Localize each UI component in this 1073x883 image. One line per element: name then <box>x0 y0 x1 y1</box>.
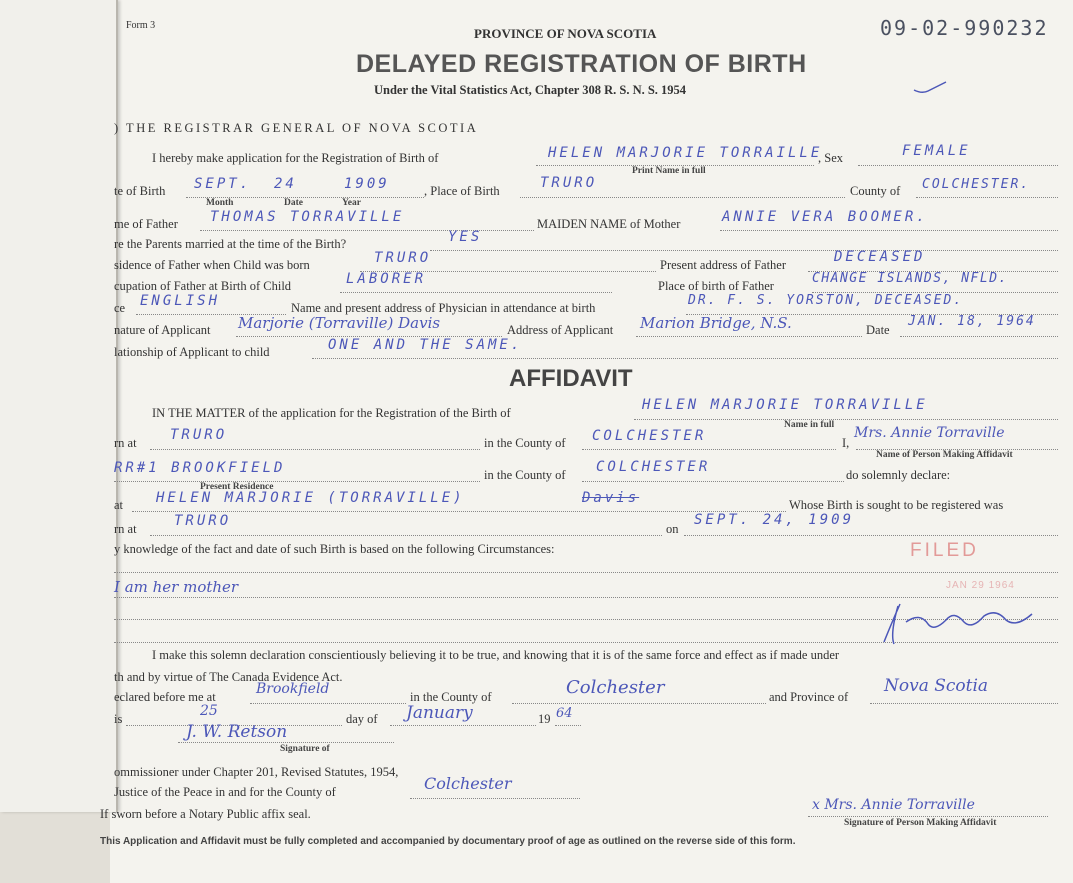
field-underline <box>390 725 536 726</box>
that-name-field: HELEN MARJORIE (TORRAVILLE) <box>156 490 465 506</box>
this-label: is <box>114 712 123 726</box>
circumstances-field: I am her mother <box>114 578 239 596</box>
in-county-label-2: in the County of <box>484 468 566 482</box>
field-underline <box>684 535 1058 536</box>
date-caption: Date <box>284 198 303 208</box>
field-underline <box>582 449 836 450</box>
race-field: ENGLISH <box>140 293 221 309</box>
declared-place-field: Brookfield <box>256 681 330 697</box>
on-date-field: SEPT. 24, 1909 <box>694 512 855 528</box>
deponent-signature: x Mrs. Annie Torraville <box>812 797 975 813</box>
deponent-caption: Name of Person Making Affidavit <box>876 450 1013 460</box>
dob-day-field: 24 <box>274 176 297 192</box>
struck-surname: Davis <box>582 490 640 506</box>
province-field: Nova Scotia <box>884 676 989 696</box>
that-label: at <box>114 498 124 512</box>
declaration-line-1: I make this solemn declaration conscientiously believing it to be true, and knowing that it is of the same force and effect as if made under <box>152 648 840 662</box>
race-label: ce <box>114 301 126 315</box>
justice-label: Justice of the Peace in and for the County of <box>114 785 336 799</box>
child-name-field: HELEN MARJORIE TORRAILLE <box>548 145 823 161</box>
father-birthplace-field: CHANGE ISLANDS, NFLD. <box>812 271 1008 286</box>
registration-number: 09-02-990232 <box>880 16 1049 40</box>
physician-field: DR. F. S. YORSTON, DECEASED. <box>688 293 964 308</box>
field-underline <box>555 725 581 726</box>
date-label: Date <box>866 323 890 337</box>
filed-stamp-date: JAN 29 1964 <box>946 580 1015 591</box>
married-field: YES <box>448 229 483 245</box>
field-underline <box>858 165 1058 166</box>
field-underline <box>312 358 1058 359</box>
addressee: ) THE REGISTRAR GENERAL OF NOVA SCOTIA <box>114 121 479 135</box>
field-underline <box>900 336 1058 337</box>
field-underline <box>114 572 1058 573</box>
mother-label: MAIDEN NAME of Mother <box>537 217 681 231</box>
on-label: on <box>666 522 679 536</box>
field-underline <box>150 449 480 450</box>
year-caption: Year <box>342 198 361 208</box>
married-label: re the Parents married at the time of the Birth? <box>114 237 347 251</box>
present-address-field: DECEASED <box>834 249 926 265</box>
notary-line: If sworn before a Notary Public affix seal. <box>100 807 311 821</box>
dob-label: te of Birth <box>114 184 166 198</box>
field-underline <box>870 703 1058 704</box>
born-at-field: TRURO <box>170 427 228 443</box>
residence-field: TRURO <box>374 250 432 266</box>
deponent-signature-caption: Signature of Person Making Affidavit <box>844 818 997 828</box>
county-field: COLCHESTER. <box>922 177 1031 192</box>
born-at-field-2: TRURO <box>174 513 232 529</box>
present-address-label: Present address of Father <box>660 258 787 272</box>
place-field: TRURO <box>540 175 598 191</box>
field-underline <box>250 703 406 704</box>
in-county-label: in the County of <box>484 436 566 450</box>
form-label: Form 3 <box>126 20 156 31</box>
filed-stamp: FILED <box>910 540 979 561</box>
commissioner-signature: J. W. Retson <box>186 722 288 742</box>
form-title: DELAYED REGISTRATION OF BIRTH <box>356 50 807 78</box>
present-residence-caption: Present Residence <box>200 482 274 492</box>
justice-county-field: Colchester <box>424 774 512 793</box>
occupation-label: cupation of Father at Birth of Child <box>114 279 292 293</box>
relationship-label: lationship of Applicant to child <box>114 345 270 359</box>
mother-name-field: ANNIE VERA BOOMER. <box>722 209 928 225</box>
field-underline <box>636 336 862 337</box>
field-underline <box>410 798 580 799</box>
day-field: 25 <box>200 703 218 719</box>
declare-label: do solemnly declare: <box>846 468 951 482</box>
field-underline <box>178 742 394 743</box>
field-underline <box>582 481 844 482</box>
occupation-field: LABORER <box>346 271 427 287</box>
applicant-address-label: Address of Applicant <box>507 323 614 337</box>
whose-birth-label: Whose Birth is sought to be registered was <box>789 498 1004 512</box>
applicant-signature: Marjorie (Torraville) Davis <box>238 314 441 332</box>
i-label: I, <box>842 436 850 450</box>
child-name-caption: Print Name in full <box>632 166 706 176</box>
county-field-3: Colchester <box>566 677 665 698</box>
month-field: January <box>406 703 473 723</box>
field-underline <box>150 535 662 536</box>
field-underline <box>132 511 786 512</box>
year-field: 64 <box>556 706 573 721</box>
field-underline <box>916 197 1058 198</box>
dob-year-field: 1909 <box>344 176 390 192</box>
year-prefix: 19 <box>538 712 551 726</box>
applicant-address-field: Marion Bridge, N.S. <box>640 314 792 332</box>
father-birthplace-label: Place of birth of Father <box>658 279 774 293</box>
field-underline <box>340 292 612 293</box>
field-underline <box>808 816 1048 817</box>
day-of-label: day of <box>346 712 378 726</box>
declared-label: eclared before me at <box>114 690 216 704</box>
deponent-name-field: Mrs. Annie Torraville <box>854 425 1005 441</box>
province-label: and Province of <box>769 690 849 704</box>
residence-label: sidence of Father when Child was born <box>114 258 310 272</box>
knowledge-label: y knowledge of the fact and date of such Birth is based on the following Circumstances: <box>114 542 555 556</box>
physician-label: Name and present address of Physician in attendance at birth <box>291 301 596 315</box>
field-underline <box>634 419 1058 420</box>
declaration-line-2: th and by virtue of The Canada Evidence Act. <box>114 670 343 684</box>
field-underline <box>512 703 766 704</box>
folded-back-sheet <box>0 0 118 812</box>
sex-field: FEMALE <box>902 143 971 159</box>
province-heading: PROVINCE OF NOVA SCOTIA <box>474 26 657 41</box>
signature-of-caption: Signature of <box>280 744 330 754</box>
matter-label: IN THE MATTER of the application for the Registration of the Birth of <box>152 406 511 420</box>
sex-label: , Sex <box>818 151 843 165</box>
registrar-signature-icon <box>872 592 1042 652</box>
dob-month-field: SEPT. <box>194 176 252 192</box>
field-underline <box>200 230 534 231</box>
matter-name-field: HELEN MARJORIE TORRAVILLE <box>642 397 928 413</box>
field-underline <box>114 481 480 482</box>
underlying-sheet <box>0 812 116 883</box>
father-label: me of Father <box>114 217 178 231</box>
field-underline <box>520 197 845 198</box>
relationship-field: ONE AND THE SAME. <box>328 337 523 353</box>
form-subtitle: Under the Vital Statistics Act, Chapter 308 R. S. N. S. 1954 <box>374 83 687 97</box>
county-label: County of <box>850 184 901 198</box>
affidavit-heading: AFFIDAVIT <box>509 365 633 392</box>
present-residence-field: RR#1 BROOKFIELD <box>114 460 286 476</box>
field-underline <box>430 250 1058 251</box>
signature-label: nature of Applicant <box>114 323 211 337</box>
place-label: , Place of Birth <box>424 184 500 198</box>
in-county-label-3: in the County of <box>410 690 492 704</box>
county-field-1: COLCHESTER <box>592 428 707 444</box>
month-caption: Month <box>206 198 234 208</box>
father-name-field: THOMAS TORRAVILLE <box>210 209 405 225</box>
application-intro: I hereby make application for the Registration of Birth of <box>152 151 439 165</box>
county-field-2: COLCHESTER <box>596 459 711 475</box>
born-at-label-2: rn at <box>114 522 137 536</box>
commissioner-line: ommissioner under Chapter 201, Revised Statutes, 1954, <box>114 765 399 779</box>
application-date-field: JAN. 18, 1964 <box>908 314 1036 329</box>
footer-note: This Application and Affidavit must be fully completed and accompanied by documentary proof of age as outlined on the reverse side of this form. <box>100 836 796 847</box>
name-in-full-caption: Name in full <box>784 420 835 430</box>
check-mark-icon <box>912 80 948 96</box>
field-underline <box>720 230 1058 231</box>
born-at-label: rn at <box>114 436 137 450</box>
